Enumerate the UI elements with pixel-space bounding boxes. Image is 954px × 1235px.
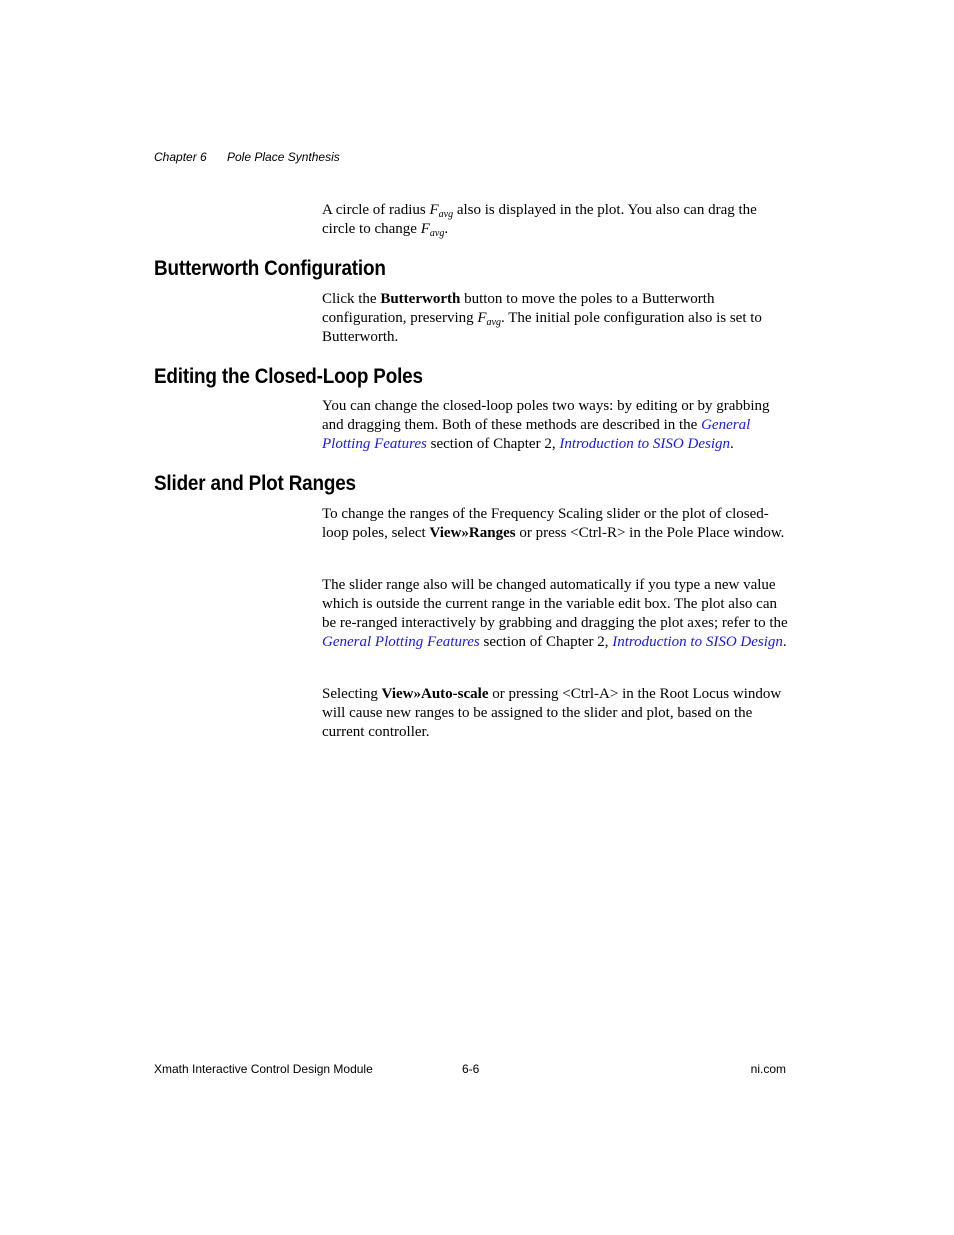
heading-slider-and-plot-ranges: Slider and Plot Ranges [154, 472, 356, 495]
heading-editing-closed-loop-poles: Editing the Closed-Loop Poles [154, 365, 423, 388]
footer-website[interactable]: ni.com [750, 1062, 786, 1076]
butterworth-paragraph: Click the Butterworth button to move the poles to a Butterworth configuration, preserving $F_{avg}$. The initial pole configuration also is set to Butterworth. [322, 291, 762, 345]
slider-paragraph-2: The slider range also will be changed automatically if you type a new value which is outside the current range in the variable edit box. The plot also can be re-ranged interactively by grabbing and dragging the plot axes; refer to the General Plotting Features section of Chapter 2, Introduction to SISO Design. [322, 577, 788, 650]
general-plotting-features-link[interactable]: General Plotting Features [322, 417, 751, 452]
general-plotting-features-link-2[interactable]: General Plotting Features [322, 634, 480, 650]
editing-paragraph: You can change the closed-loop poles two ways: by editing or by grabbing and dragging them. Both of these methods are described in the General Plotting Features section of Chapter 2, Introduction to SISO Design. [322, 398, 770, 452]
footer-page-number: 6-6 [462, 1062, 480, 1076]
heading-butterworth-configuration: Butterworth Configuration [154, 257, 386, 280]
slider-paragraph-3: Selecting View»Auto-scale or pressing <Ctrl-A> in the Root Locus window will cause new ranges to be assigned to the slider and plot, based on the current controller. [322, 686, 782, 740]
footer-manual-title: Xmath Interactive Control Design Module [154, 1062, 373, 1076]
introduction-to-siso-design-link-2[interactable]: Introduction to SISO Design [612, 634, 783, 650]
slider-paragraph-1: To change the ranges of the Frequency Scaling slider or the plot of closed-loop poles, select View»Ranges or press <Ctrl-R> in the Pole Place window. [322, 506, 785, 541]
introduction-to-siso-design-link[interactable]: Introduction to SISO Design [559, 436, 731, 452]
intro-paragraph: A circle of radius $F_{avg}$ also is displayed in the plot. You also can drag the circle to change $F_{avg}$. [322, 202, 757, 239]
running-header-chapter: Chapter 6 [154, 150, 207, 164]
running-header-title: Pole Place Synthesis [227, 150, 340, 164]
